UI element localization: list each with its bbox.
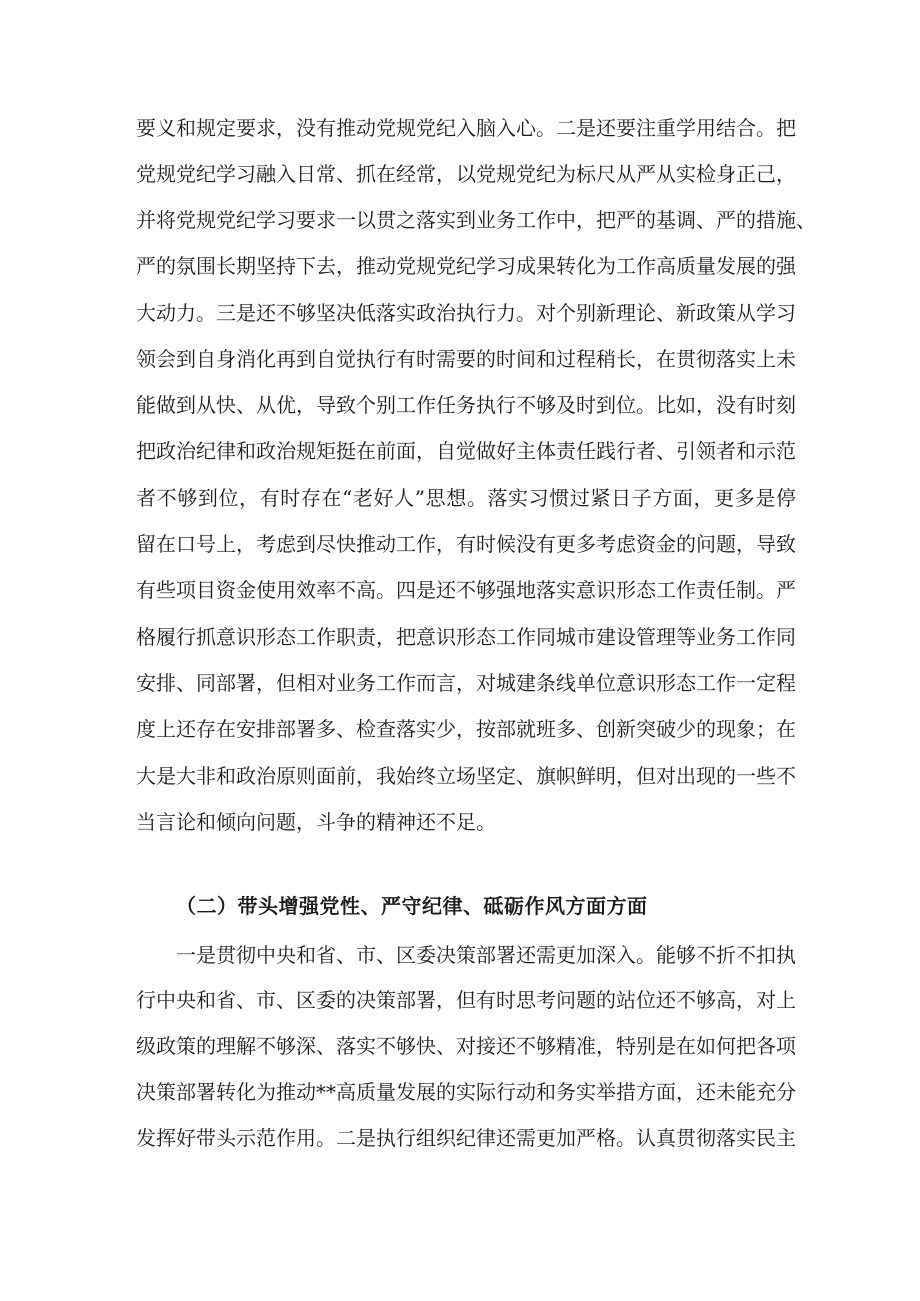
section-heading: （二）带头增强党性、严守纪律、砥砺作风方面方面 bbox=[176, 894, 648, 918]
paragraph-1-line-16: 当言论和倾向问题，斗争的精神还不足。 bbox=[136, 810, 496, 834]
paragraph-1-line-8: 把政治纪律和政治规矩挺在前面，自觉做好主体责任践行者、引领者和示范 bbox=[136, 439, 796, 463]
paragraph-1-line-4: 严的氛围长期坚持下去，推动党规党纪学习成果转化为工作高质量发展的强 bbox=[136, 254, 796, 278]
paragraph-1-line-6: 领会到自身消化再到自觉执行有时需要的时间和过程稍长，在贯彻落实上未 bbox=[136, 347, 796, 371]
paragraph-2-line-4: 决策部署转化为推动**高质量发展的实际行动和务实举措方面，还未能充分 bbox=[136, 1080, 796, 1104]
paragraph-2-line-2: 行中央和省、市、区委的决策部署，但有时思考问题的站位还不够高，对上 bbox=[136, 988, 796, 1012]
paragraph-2-line-3: 级政策的理解不够深、落实不够快、对接还不够精准，特别是在如何把各项 bbox=[136, 1034, 796, 1058]
paragraph-1-line-1: 要义和规定要求，没有推动党规党纪入脑入心。二是还要注重学用结合。把 bbox=[136, 116, 796, 140]
paragraph-1-line-11: 有些项目资金使用效率不高。四是还不够强地落实意识形态工作责任制。严 bbox=[136, 578, 796, 602]
paragraph-2-line-1: 一是贯彻中央和省、市、区委决策部署还需更加深入。能够不折不扣执 bbox=[176, 943, 796, 967]
paragraph-1-line-15: 大是大非和政治原则面前，我始终立场坚定、旗帜鲜明，但对出现的一些不 bbox=[136, 764, 796, 788]
paragraph-1-line-10: 留在口号上，考虑到尽快推动工作，有时候没有更多考虑资金的问题，导致 bbox=[136, 532, 796, 556]
paragraph-1-line-13: 安排、同部署，但相对业务工作而言，对城建条线单位意识形态工作一定程 bbox=[136, 671, 796, 695]
paragraph-1-line-3: 并将党规党纪学习要求一以贯之落实到业务工作中，把严的基调、严的措施、 bbox=[136, 208, 816, 232]
paragraph-2-line-5: 发挥好带头示范作用。二是执行组织纪律还需更加严格。认真贯彻落实民主 bbox=[136, 1126, 796, 1150]
paragraph-1-line-7: 能做到从快、从优，导致个别工作任务执行不够及时到位。比如，没有时刻 bbox=[136, 393, 796, 417]
paragraph-1-line-2: 党规党纪学习融入日常、抓在经常，以党规党纪为标尺从严从实检身正己， bbox=[136, 162, 796, 186]
paragraph-1-line-12: 格履行抓意识形态工作职责，把意识形态工作同城市建设管理等业务工作同 bbox=[136, 625, 796, 649]
paragraph-1-line-14: 度上还存在安排部署多、检查落实少，按部就班多、创新突破少的现象；在 bbox=[136, 717, 796, 741]
paragraph-1-line-9: 者不够到位，有时存在“老好人”思想。落实习惯过紧日子方面，更多是停 bbox=[136, 486, 796, 510]
paragraph-1-line-5: 大动力。三是还不够坚决低落实政治执行力。对个别新理论、新政策从学习 bbox=[136, 301, 796, 325]
